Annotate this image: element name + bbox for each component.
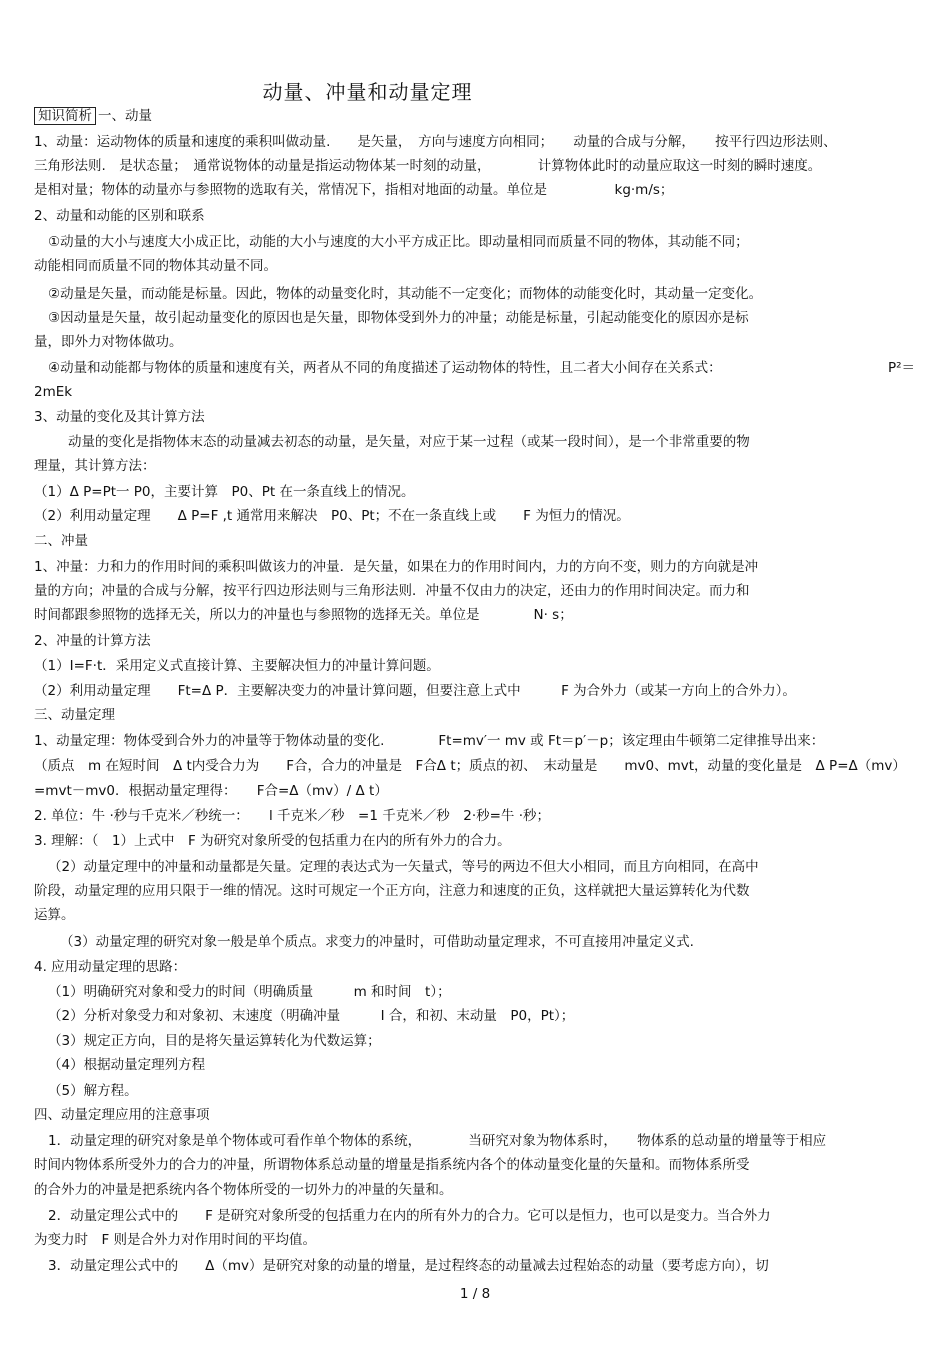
- text-line: 四、动量定理应用的注意事项: [34, 1107, 210, 1123]
- page-title: 动量、冲量和动量定理: [262, 80, 473, 104]
- text-line: ②动量是矢量，而动能是标量。因此，物体的动量变化时，其动能不一定变化；而物体的动能变化时，其动量一定变化。: [48, 286, 763, 302]
- text-line: （1）明确研究对象和受力的时间（明确质量 m 和时间 t）；: [48, 984, 451, 1000]
- text-line: （3）规定正方向，目的是将矢量运算转化为代数运算；: [48, 1033, 381, 1049]
- text-line: 1、动量：运动物体的质量和速度的乘积叫做动量. 是矢量， 方向与速度方向相同； 动量的合成与分解， 按平行四边形法则、: [34, 134, 837, 150]
- text-line: 动量的变化是指物体末态的动量减去初态的动量，是矢量，对应于某一过程（或某一段时间），是一个非常重要的物: [68, 434, 750, 450]
- text-line: 二、冲量: [34, 533, 88, 549]
- text-line: （5）解方程。: [48, 1083, 138, 1099]
- knowledge-tag: 知识简析: [34, 107, 96, 125]
- text-line: 量的方向；冲量的合成与分解，按平行四边形法则与三角形法则．冲量不仅由力的决定，还由力的作用时间决定。而力和: [34, 583, 750, 599]
- text-line: （2）动量定理中的冲量和动量都是矢量。定理的表达式为一矢量式，等号的两边不但大小相同，而且方向相同，在高中: [48, 859, 759, 875]
- text-line: 量，即外力对物体做功。: [34, 334, 183, 350]
- page-number: 1 / 8: [459, 1286, 491, 1302]
- text-line: 理量，其计算方法：: [34, 458, 156, 474]
- text-line: 阶段，动量定理的应用只限于一维的情况。这时可规定一个正方向，注意力和速度的正负，这样就把大量运算转化为代数: [34, 883, 750, 899]
- text-line: （4）根据动量定理列方程: [48, 1057, 206, 1073]
- text-line: 的合外力的冲量是把系统内各个物体所受的一切外力的冲量的矢量和。: [34, 1182, 453, 1198]
- text-line: ③因动量是矢量，故引起动量变化的原因也是矢量，即物体受到外力的冲量；动能是标量，引起动能变化的原因亦是标: [48, 310, 749, 326]
- text-line: （2）利用动量定理 Δ P=F ,t 通常用来解决 P0、Pt；不在一条直线上或 F 为恒力的情况。: [34, 508, 630, 524]
- section-1-heading-line: [34, 106, 152, 126]
- text-line: 1、动量定理：物体受到合外力的冲量等于物体动量的变化. Ft=mv′一 mv 或 Ft＝p′－p；该定理由牛顿第二定律推导出来：: [34, 733, 825, 749]
- text-line: 2. 单位：牛 ·秒与千克米／秒统一： l 千克米／秒 =1 千克米／秒 2·秒=牛 ·秒；: [34, 808, 551, 824]
- text-line: 2mEk: [34, 384, 73, 400]
- text-line: 一、动量: [98, 108, 152, 124]
- text-line: 1、冲量：力和力的作用时间的乘积叫做该力的冲量．是矢量，如果在力的作用时间内，力的方向不变，则力的方向就是冲: [34, 559, 759, 575]
- text-line: 三角形法则. 是状态量； 通常说物体的动量是指运动物体某一时刻的动量， 计算物体此时的动量应取这一时刻的瞬时速度。: [34, 158, 822, 174]
- text-line: ①动量的大小与速度大小成正比，动能的大小与速度的大小平方成正比。即动量相同而质量不同的物体，其动能不同；: [48, 234, 749, 250]
- text-line: =mvt－mv0．根据动量定理得： F合=Δ（mv）/ Δ t）: [34, 783, 388, 799]
- text-line: （2）利用动量定理 Ft=Δ P．主要解决变力的冲量计算问题，但要注意上式中 F 为合外力（或某一方向上的合外力）。: [34, 683, 796, 699]
- text-line: （3）动量定理的研究对象一般是单个质点。求变力的冲量时，可借助动量定理求，不可直接用冲量定义式.: [60, 934, 694, 950]
- text-line: 2．动量定理公式中的 F 是研究对象所受的包括重力在内的所有外力的合力。它可以是恒力，也可以是变力。当合外力: [48, 1208, 771, 1224]
- text-line: 时间内物体系所受外力的合力的冲量，所谓物体系总动量的增量是指系统内各个的体动量变化量的矢量和。而物体系所受: [34, 1157, 750, 1173]
- text-line: 2、冲量的计算方法: [34, 633, 151, 649]
- text-line: 3．动量定理公式中的 Δ（mv）是研究对象的动量的增量，是过程终态的动量减去过程始态的动量（要考虑方向），切: [48, 1258, 769, 1274]
- text-line: 运算。: [34, 907, 75, 923]
- text-line: 1．动量定理的研究对象是单个物体或可看作单个物体的系统， 当研究对象为物体系时， 物体系的总动量的增量等于相应: [48, 1133, 827, 1149]
- text-line: 是相对量；物体的动量亦与参照物的选取有关，常情况下，指相对地面的动量。单位是 kg·m/s；: [34, 182, 674, 198]
- text-line: ④动量和动能都与物体的质量和速度有关，两者从不同的角度描述了运动物体的特性，且二者大小间存在关系式：: [48, 360, 722, 376]
- text-line: 4. 应用动量定理的思路：: [34, 959, 187, 975]
- text-line: 3. 理解：（ 1）上式中 F 为研究对象所受的包括重力在内的所有外力的合力。: [34, 833, 511, 849]
- text-line: 3、动量的变化及其计算方法: [34, 409, 205, 425]
- text-line: 动能相同而质量不同的物体其动量不同。: [34, 258, 277, 274]
- text-line: （2）分析对象受力和对象初、末速度（明确冲量 I 合，和初、末动量 P0，Pt）；: [48, 1008, 575, 1024]
- text-line: 为变力时 F 则是合外力对作用时间的平均值。: [34, 1232, 317, 1248]
- text-line: （质点 m 在短时间 Δ t内受合力为 F合，合力的冲量是 F合Δ t；质点的初、 末动量是 mv0、mvt，动量的变化量是 Δ P=Δ（mv）: [34, 758, 906, 774]
- text-line: 三、动量定理: [34, 707, 115, 723]
- text-line: 2、动量和动能的区别和联系: [34, 208, 205, 224]
- text-line: 时间都跟参照物的选择无关，所以力的冲量也与参照物的选择无关。单位是 N· s；: [34, 607, 573, 623]
- text-line: （1）Δ P=Pt一 P0，主要计算 P0、Pt 在一条直线上的情况。: [34, 484, 415, 500]
- formula-fragment: P²＝: [888, 360, 916, 376]
- text-line: （1）I=F·t．采用定义式直接计算、主要解决恒力的冲量计算问题。: [34, 658, 440, 674]
